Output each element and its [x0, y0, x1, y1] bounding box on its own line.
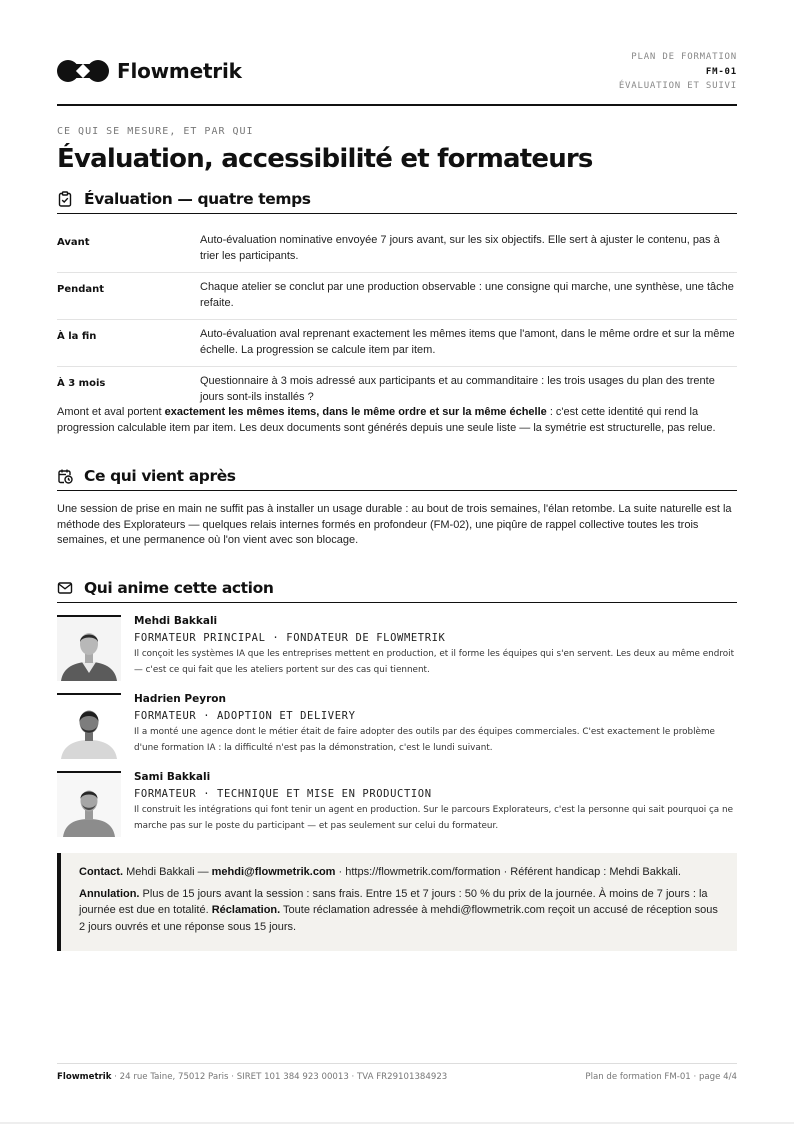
row-value: Questionnaire à 3 mois adressé aux participants et au commanditaire : les trois usages du plan des trente jours sont-ils installés ?	[200, 375, 715, 403]
trainer-photo	[57, 693, 121, 759]
document-header	[57, 46, 737, 106]
trainer-role: FORMATEUR PRINCIPAL · FONDATEUR DE FLOWMETRIK	[134, 632, 446, 644]
portrait-image	[57, 695, 121, 759]
trainer-role: FORMATEUR · TECHNIQUE ET MISE EN PRODUCTION	[134, 788, 432, 800]
trainer-info	[134, 771, 737, 834]
cancellation-policy	[79, 886, 719, 936]
trainer-bio: Il construit les intégrations qui font tenir un agent en production. Sur le parcours Explorateurs, c'est la personne qui sait pourquoi ça ne marche pas sur le poste du participant — et pas seulement sur celui du formateur.	[134, 805, 733, 831]
trainers-heading: Qui anime cette action	[84, 578, 274, 597]
next-section-header	[57, 461, 737, 491]
trainer-info	[134, 693, 737, 756]
doc-code: FM-01	[705, 66, 737, 77]
contact-box	[57, 853, 737, 951]
contact-email[interactable]: mehdi@flowmetrik.com	[211, 866, 336, 878]
doc-type: PLAN DE FORMATION	[631, 52, 737, 62]
cancellation-text: Plus de 15 jours avant la session : sans frais. Entre 15 et 7 jours : 50 % du prix de la journée. À moins de 7 jours : la journée est due en totalité.	[79, 887, 708, 916]
page-footer	[57, 1063, 737, 1082]
evaluation-section-header	[57, 184, 737, 214]
note-emphasis: exactement les mêmes items, dans le même ordre et sur la même échelle	[164, 406, 547, 418]
trainer-name: Mehdi Bakkali	[134, 615, 218, 627]
trainer-photo	[57, 615, 121, 681]
document-meta	[619, 50, 737, 94]
footer-brand: Flowmetrik	[57, 1072, 112, 1082]
mail-icon	[57, 580, 73, 596]
page-eyebrow: CE QUI SE MESURE, ET PAR QUI	[57, 126, 254, 137]
next-text: Une session de prise en main ne suffit pas à installer un usage durable : au bout de trois semaines, l'élan retombe. La suite naturelle est la méthode des Explorateurs — quelques relais internes formés en profondeur (FM-02), une piqûre de rappel collective toutes les trois semaines, et une permanence où l'on vient avec son blocage.	[57, 503, 732, 546]
brand-logo	[57, 58, 242, 84]
page-title: Évaluation, accessibilité et formateurs	[57, 144, 593, 174]
contact-details: · https://flowmetrik.com/formation · Référent handicap : Mehdi Bakkali.	[335, 866, 681, 878]
trainer-name: Sami Bakkali	[134, 771, 211, 783]
note-text: : c'est cette identité qui rend la progression calculable item par item. Les deux documents sont générés depuis une seule liste — la symétrie est structurelle, pas relue.	[57, 406, 716, 434]
row-label: À 3 mois	[57, 378, 106, 389]
doc-section: ÉVALUATION ET SUIVI	[618, 81, 737, 91]
contact-label: Contact.	[79, 866, 123, 878]
trainer-card	[57, 693, 737, 763]
row-value: Auto-évaluation aval reprenant exactement les mêmes items que l'amont, dans le même ordre et sur la même échelle. La progression se calcule item par item.	[200, 328, 735, 356]
trainer-photo	[57, 771, 121, 837]
table-row	[57, 226, 737, 273]
evaluation-note	[57, 405, 737, 436]
flowmetrik-logo-icon	[57, 58, 109, 84]
trainer-card	[57, 771, 737, 841]
next-heading: Ce qui vient après	[84, 466, 236, 485]
row-label: À la fin	[57, 331, 97, 342]
claim-text: Toute réclamation adressée à mehdi@flowmetrik.com reçoit un accusé de réception sous 2 jours ouvrés et une réponse sous 15 jours.	[79, 904, 718, 933]
brand-name: Flowmetrik	[117, 59, 242, 83]
portrait-image	[57, 773, 121, 837]
footer-address: · 24 rue Taine, 75012 Paris · SIRET 101 384 923 00013 · TVA FR29101384923	[111, 1072, 448, 1082]
trainer-role: FORMATEUR · ADOPTION ET DELIVERY	[134, 710, 356, 722]
table-row	[57, 273, 737, 320]
row-label: Pendant	[57, 284, 105, 295]
trainer-bio: Il conçoit les systèmes IA que les entreprises mettent en production, et il forme les équipes qui s'en servent. Les deux au même endroit — c'est ce qui fait que les ateliers portent sur des cas qui tiennent.	[134, 649, 735, 675]
table-row	[57, 320, 737, 367]
trainer-card	[57, 615, 737, 685]
note-text: Amont et aval portent	[57, 406, 165, 418]
cancellation-label: Annulation.	[79, 887, 140, 900]
evaluation-heading: Évaluation — quatre temps	[84, 189, 311, 208]
row-value: Chaque atelier se conclut par une production observable : une consigne qui marche, une synthèse, une tâche refaite.	[200, 281, 734, 309]
portrait-image	[57, 617, 121, 681]
trainer-bio: Il a monté une agence dont le métier était de faire adopter des outils par des équipes commerciales. C'est exactement le problème d'une formation IA : la difficulté n'est pas la démonstration, c'est le lundi suivant.	[134, 727, 715, 753]
row-value: Auto-évaluation nominative envoyée 7 jours avant, sur les six objectifs. Elle sert à ajuster le contenu, pas à trier les participants.	[200, 234, 720, 262]
trainer-name: Hadrien Peyron	[134, 693, 226, 705]
trainers-section-header	[57, 573, 737, 603]
row-label: Avant	[57, 237, 90, 248]
trainer-info	[134, 615, 737, 678]
contact-line	[79, 864, 719, 881]
evaluation-table	[57, 226, 737, 413]
footer-page-number: Plan de formation FM-01 · page 4/4	[585, 1072, 737, 1082]
contact-name: Mehdi Bakkali —	[126, 866, 212, 878]
clipboard-check-icon	[57, 191, 73, 207]
calendar-clock-icon	[57, 468, 73, 484]
claim-label: Réclamation.	[211, 904, 281, 916]
